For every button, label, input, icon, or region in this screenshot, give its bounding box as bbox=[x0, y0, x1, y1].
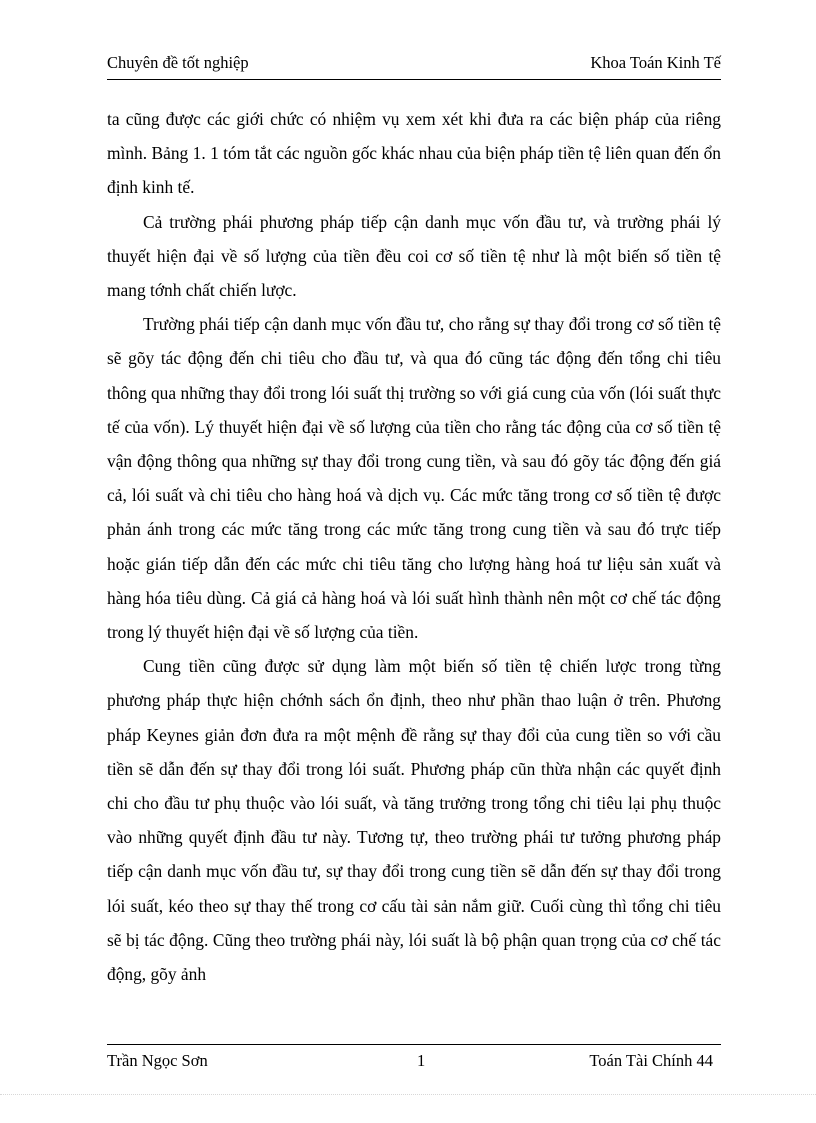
footer-class: Toán Tài Chính 44 bbox=[589, 1051, 713, 1070]
header-faculty-label: Khoa Toán Kinh Tế bbox=[590, 53, 721, 72]
header-thesis-label: Chuyên đề tốt nghiệp bbox=[107, 53, 249, 72]
paragraph: Trường phái tiếp cận danh mục vốn đầu tư, cho rằng sự thay đổi trong cơ số tiền tệ sẽ gõy tác động đến chi tiêu cho đầu tư, và qua đó cũng tác động đến tổng chi tiêu thông qua những thay đổi trong lói suất thị trường so với giá cung của vốn (lói suất thực tế của vốn). Lý thuyết hiện đại về số lượng của tiền cho rằng tác động của cơ số tiền tệ vận động thông qua những sự thay đổi trong cung tiền, và sau đó gõy tác động đến giá cả, lói suất và chi tiêu cho hàng hoá và dịch vụ. Các mức tăng trong cơ số tiền tệ được phản ánh trong các mức tăng trong các mức tăng trong cung tiền và sau đó trực tiếp hoặc gián tiếp dẫn đến các mức chi tiêu tăng cho lượng hàng hoá tư liệu sản xuất và hàng hóa tiêu dùng. Cả giá cả hàng hoá và lói suất hình thành nên một cơ chế tác động trong lý thuyết hiện đại về số lượng của tiền. bbox=[107, 314, 721, 643]
header-rule bbox=[107, 79, 721, 80]
footer-rule bbox=[107, 1044, 721, 1045]
paragraph: Cung tiền cũng được sử dụng làm một biến số tiền tệ chiến lược trong từng phương pháp thực hiện chớnh sách ổn định, theo như phần thao luận ở trên. Phương pháp Keynes giản đơn đưa ra một mệnh đề rằng sự thay đổi của cung tiền so với cầu tiền sẽ dẫn đến sự thay đổi trong lói suất. Phương pháp cũn thừa nhận các quyết định chi cho đầu tư phụ thuộc vào lói suất, và tăng trưởng trong tổng chi tiêu lại phụ thuộc vào những quyết định đầu tư này. Tương tự, theo trường phái tư tưởng phương pháp tiếp cận danh mục vốn đầu tư, sự thay đổi trong cung tiền sẽ dẫn đến sự thay đổi trong lói suất, kéo theo sự thay thế trong cơ cấu tài sản nắm giữ. Cuối cùng thì tổng chi tiêu sẽ bị tác động. Cũng theo trường phái này, lói suất là bộ phận quan trọng của cơ chế tác động, gõy ảnh bbox=[107, 656, 721, 985]
page-edge-divider bbox=[0, 1094, 816, 1095]
footer-author: Trần Ngọc Sơn bbox=[107, 1051, 208, 1070]
paragraph: Cả trường phái phương pháp tiếp cận danh mục vốn đầu tư, và trường phái lý thuyết hiện đại về số lượng của tiền đều coi cơ số tiền tệ như là một biến số tiền tệ mang tớnh chất chiến lược. bbox=[107, 211, 721, 301]
page-header bbox=[107, 52, 721, 78]
document-body bbox=[107, 102, 721, 991]
paragraph-continuation: ta cũng được các giới chức có nhiệm vụ xem xét khi đưa ra các biện pháp của riêng mình. Bảng 1. 1 tóm tắt các nguồn gốc khác nhau của biện pháp tiền tệ liên quan đến ổn định kinh tế. bbox=[107, 109, 721, 198]
page-number: 1 bbox=[417, 1051, 426, 1070]
page-footer bbox=[107, 1050, 721, 1074]
